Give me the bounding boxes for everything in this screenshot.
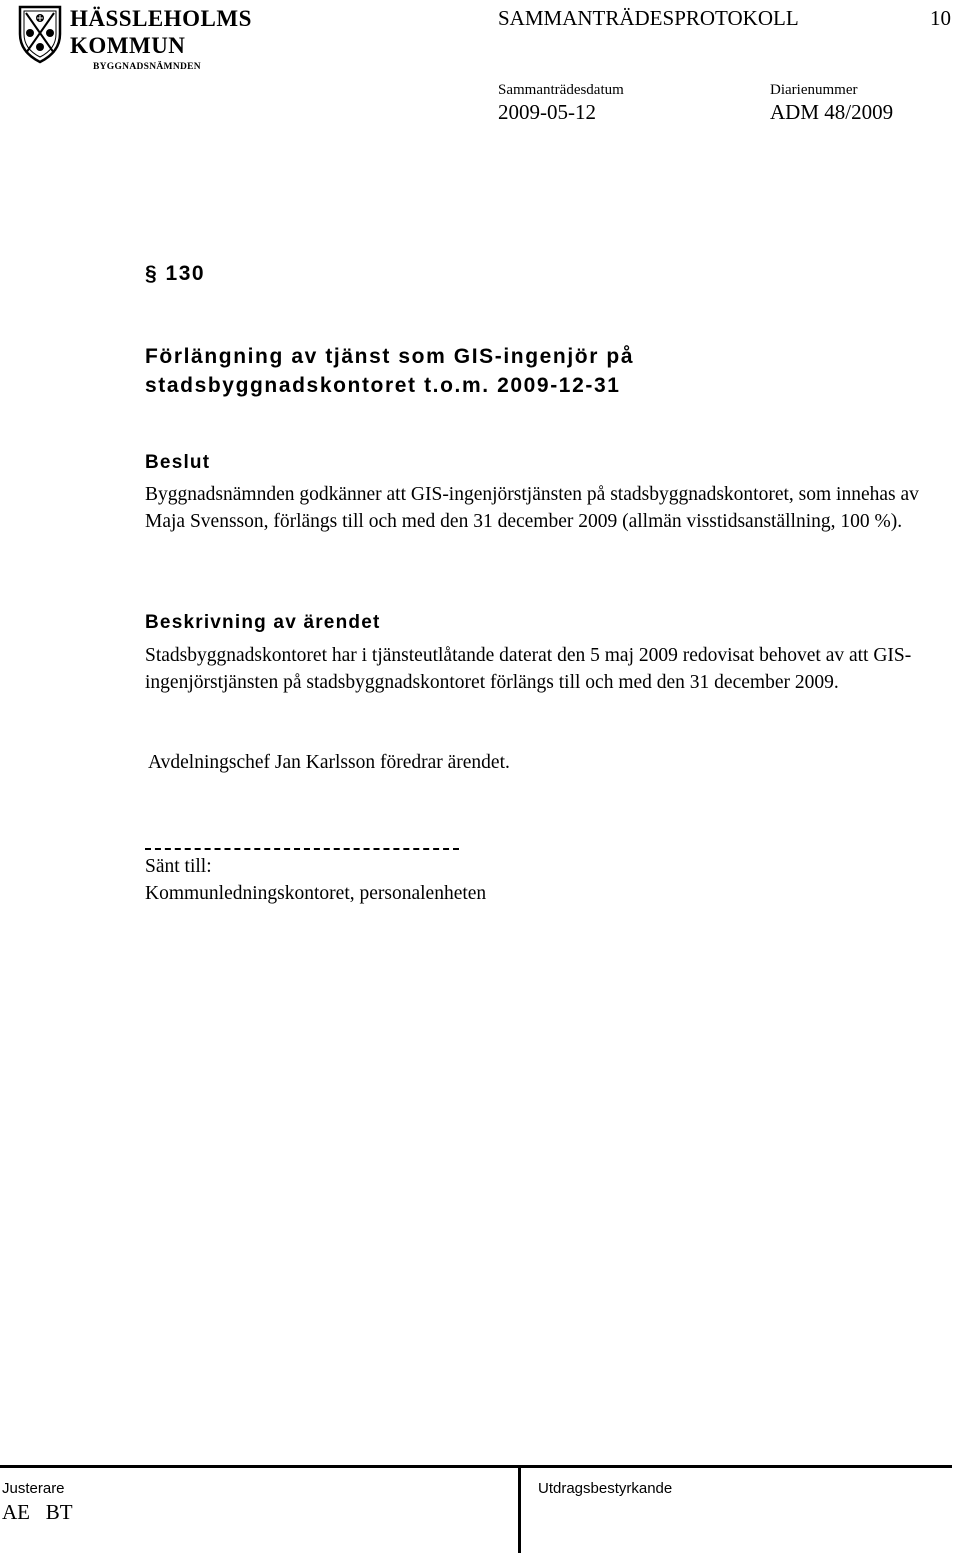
coat-of-arms-icon <box>17 4 63 64</box>
reference-label: Diarienummer <box>770 82 858 98</box>
footer-divider <box>0 1465 952 1468</box>
logo-text-line1: HÄSSLEHOLMS <box>70 6 252 31</box>
date-value: 2009-05-12 <box>498 100 596 124</box>
decision-heading: Beslut <box>145 452 211 473</box>
footer-column-divider <box>518 1465 521 1553</box>
date-label: Sammanträdesdatum <box>498 82 624 98</box>
logo-text-line3: BYGGNADSNÄMNDEN <box>93 62 201 72</box>
description-text: Stadsbyggnadskontoret har i tjänsteutlåtande daterat den 5 maj 2009 redovisat behovet av att GIS-ingenjörstjänsten på stadsbyggnadskontoret förlängs till och med den 31 december 2009. <box>145 645 912 693</box>
distribution-label: Sänt till: <box>145 856 212 877</box>
decision-text: Byggnadsnämnden godkänner att GIS-ingenjörstjänsten på stadsbyggnadskontoret, som innehas av Maja Svensson, förlängs till och med den 31 december 2009 (allmän visstidsanställning, 100 %). <box>145 484 919 532</box>
page-number: 10 <box>930 6 951 30</box>
presenter-text: Avdelningschef Jan Karlsson föredrar ärendet. <box>148 752 510 773</box>
logo-text-line2: KOMMUN <box>70 33 186 58</box>
description-heading: Beskrivning av ärendet <box>145 612 381 633</box>
item-title: Förlängning av tjänst som GIS-ingenjör på stadsbyggnadskontoret t.o.m. 2009-12-31 <box>145 345 635 397</box>
separator-line <box>145 848 459 850</box>
extract-certification-label: Utdragsbestyrkande <box>538 1480 673 1497</box>
adjusters-label: Justerare <box>2 1480 65 1497</box>
reference-value: ADM 48/2009 <box>770 100 894 124</box>
distribution-recipient: Kommunledningskontoret, personalenheten <box>145 883 487 904</box>
adjusters-initials: AE BT <box>2 1500 73 1524</box>
document-type: SAMMANTRÄDESPROTOKOLL <box>498 6 799 30</box>
paragraph-number: § 130 <box>145 262 206 285</box>
